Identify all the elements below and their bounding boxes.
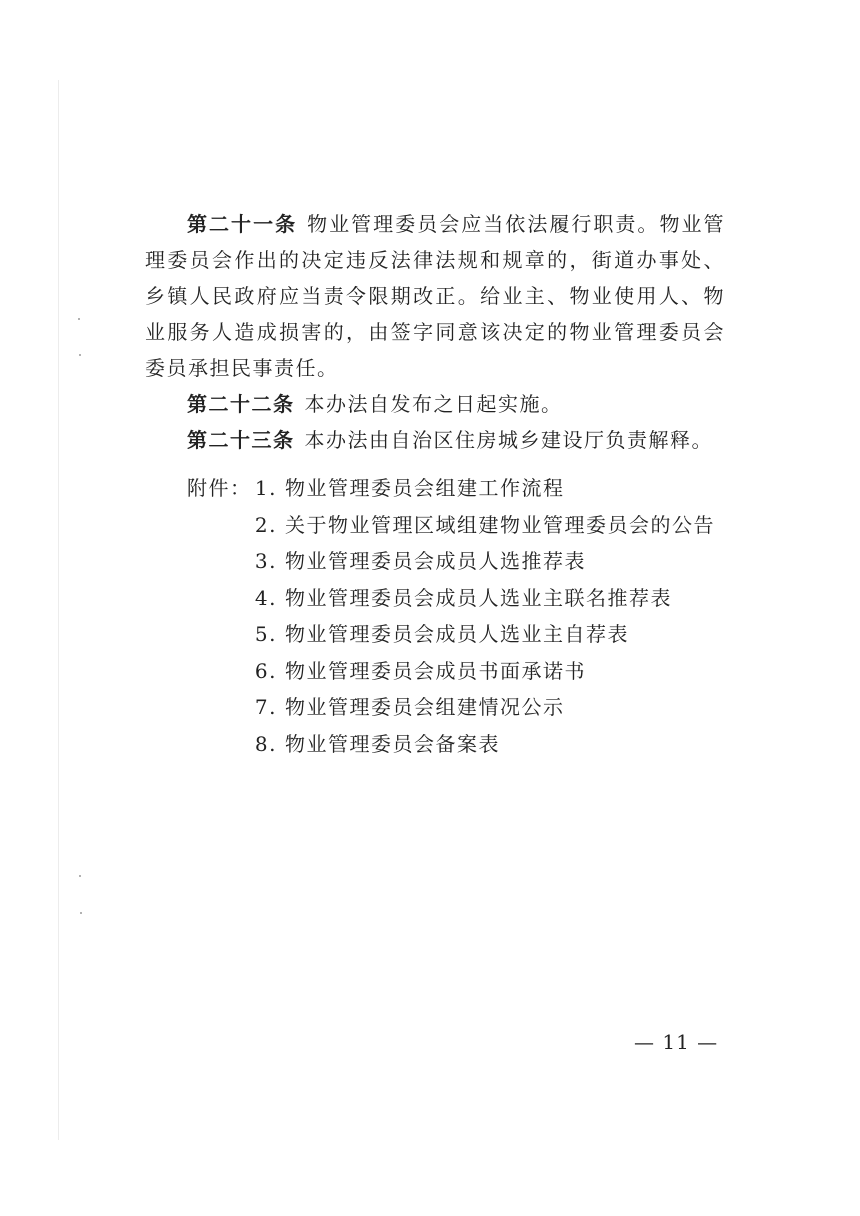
article-22	[145, 386, 725, 422]
article-text: 本办法由自治区住房城乡建设厅负责解释。	[304, 428, 713, 452]
attachment-number: 8.	[254, 731, 277, 756]
page-edge-shadow	[58, 80, 59, 1140]
attachment-title: 物业管理委员会成员书面承诺书	[285, 658, 586, 683]
attachment-item	[187, 543, 715, 580]
attachment-title: 物业管理委员会组建情况公示	[285, 695, 565, 719]
attachment-title: 物业管理委员会成员人选业主联名推荐表	[285, 585, 672, 610]
attachment-item	[187, 616, 715, 653]
attachment-number: 1.	[254, 476, 277, 500]
attachment-item	[187, 689, 715, 726]
article-number: 第二十三条	[187, 428, 295, 452]
attachment-title: 物业管理委员会组建工作流程	[285, 476, 565, 500]
article-23	[145, 422, 725, 458]
attachment-number: 2.	[254, 512, 277, 537]
attachment-item	[187, 470, 715, 507]
attachment-number: 7.	[254, 695, 277, 719]
attachment-item	[187, 726, 715, 763]
attachment-label: 附件：	[187, 476, 252, 500]
attachment-number: 5.	[254, 622, 277, 646]
scan-speck	[79, 875, 81, 877]
article-number: 第二十一条	[187, 212, 298, 236]
article-text: 本办法自发布之日起实施。	[304, 392, 563, 416]
document-body	[145, 206, 725, 458]
attachment-item	[187, 653, 715, 690]
attachment-number: 6.	[254, 658, 277, 683]
scan-speck	[79, 354, 81, 356]
attachment-title: 物业管理委员会备案表	[285, 731, 500, 756]
article-number: 第二十二条	[187, 392, 295, 416]
attachment-title: 物业管理委员会成员人选业主自荐表	[285, 622, 629, 646]
attachment-number: 3.	[254, 549, 277, 573]
attachment-list	[187, 470, 715, 762]
scan-speck	[78, 318, 80, 320]
scan-speck	[80, 912, 82, 914]
attachment-title: 物业管理委员会成员人选推荐表	[285, 549, 586, 573]
attachment-number: 4.	[254, 585, 277, 610]
article-21	[145, 206, 725, 386]
article-text: 物业管理委员会应当依法履行职责。物业管理委员会作出的决定违反法律法规和规章的，街道办事处、乡镇人民政府应当责令限期改正。给业主、物业使用人、物业服务人造成损害的，由签字同意该决定的物业管理委员会委员承担民事责任。	[145, 212, 726, 380]
attachment-item	[187, 507, 715, 544]
attachment-title: 关于物业管理区域组建物业管理委员会的公告	[285, 512, 715, 537]
attachment-item	[187, 580, 715, 617]
page-number: — 11 —	[634, 1030, 719, 1054]
